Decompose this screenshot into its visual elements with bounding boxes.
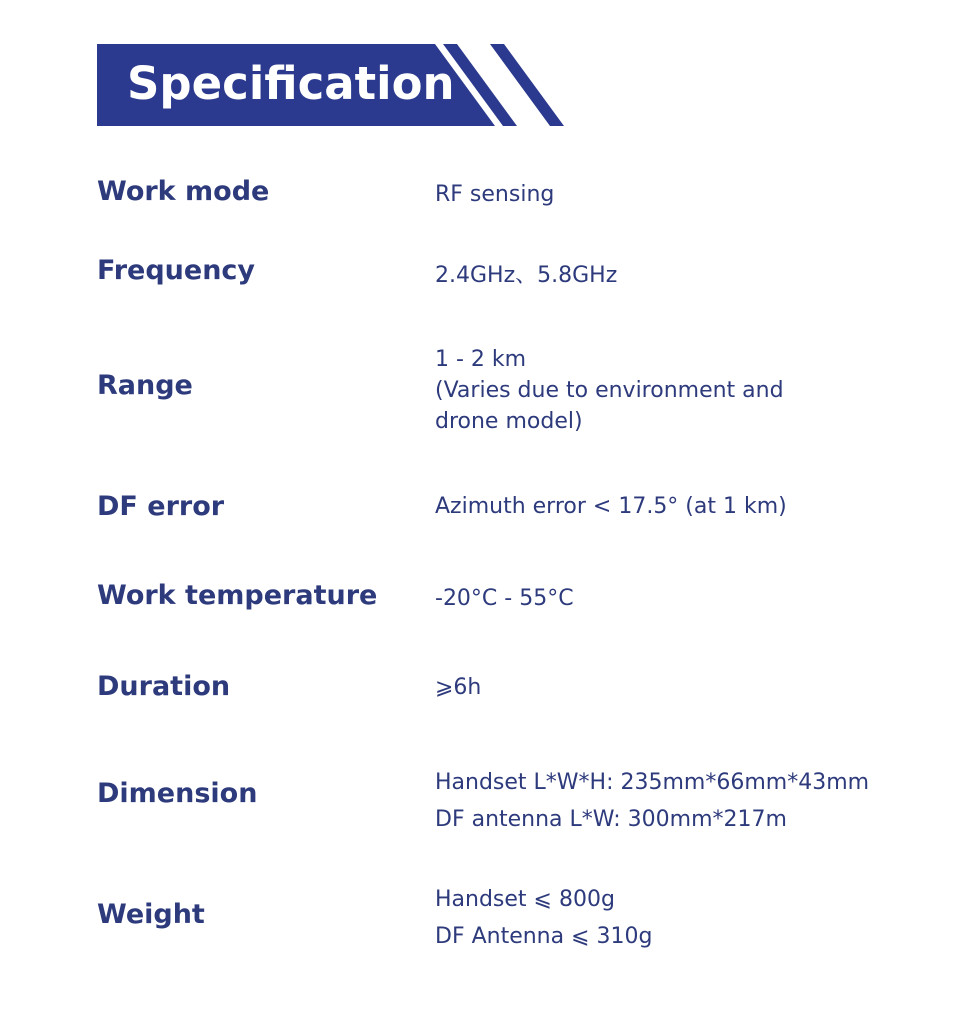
page-title: Specification — [127, 57, 455, 110]
spec-label: Work temperature — [97, 580, 378, 611]
spec-label: DF error — [97, 491, 225, 522]
spec-value-line: DF Antenna ⩽ 310g — [435, 924, 653, 949]
spec-value — [435, 881, 653, 955]
spec-value — [435, 764, 869, 838]
spec-value-line: (Varies due to environment and — [435, 378, 784, 403]
spec-value — [435, 179, 554, 210]
spec-value-line: Azimuth error < 17.5° (at 1 km) — [435, 494, 787, 519]
section-header-banner — [97, 44, 567, 126]
spec-value — [435, 260, 617, 291]
spec-label: Dimension — [97, 778, 258, 809]
spec-value-line: Handset ⩽ 800g — [435, 887, 615, 912]
spec-value — [435, 344, 784, 437]
spec-value-line: Handset L*W*H: 235mm*66mm*43mm — [435, 770, 870, 795]
spec-value-line: DF antenna L*W: 300mm*217m — [435, 807, 787, 832]
spec-value-line: drone model) — [435, 409, 583, 434]
spec-value-line: -20°C - 55°C — [435, 586, 574, 611]
spec-value — [435, 583, 574, 614]
spec-label: Range — [97, 370, 193, 401]
spec-value — [435, 672, 481, 703]
spec-label: Work mode — [97, 176, 270, 207]
spec-value-line: ⩾6h — [435, 675, 482, 700]
spec-label: Frequency — [97, 255, 256, 286]
spec-value — [435, 491, 787, 522]
spec-label: Weight — [97, 899, 205, 930]
spec-label: Duration — [97, 671, 231, 702]
spec-value-line: 1 - 2 km — [435, 347, 527, 372]
spec-value-line: 2.4GHz、5.8GHz — [435, 263, 618, 288]
spec-value-line: RF sensing — [435, 182, 555, 207]
